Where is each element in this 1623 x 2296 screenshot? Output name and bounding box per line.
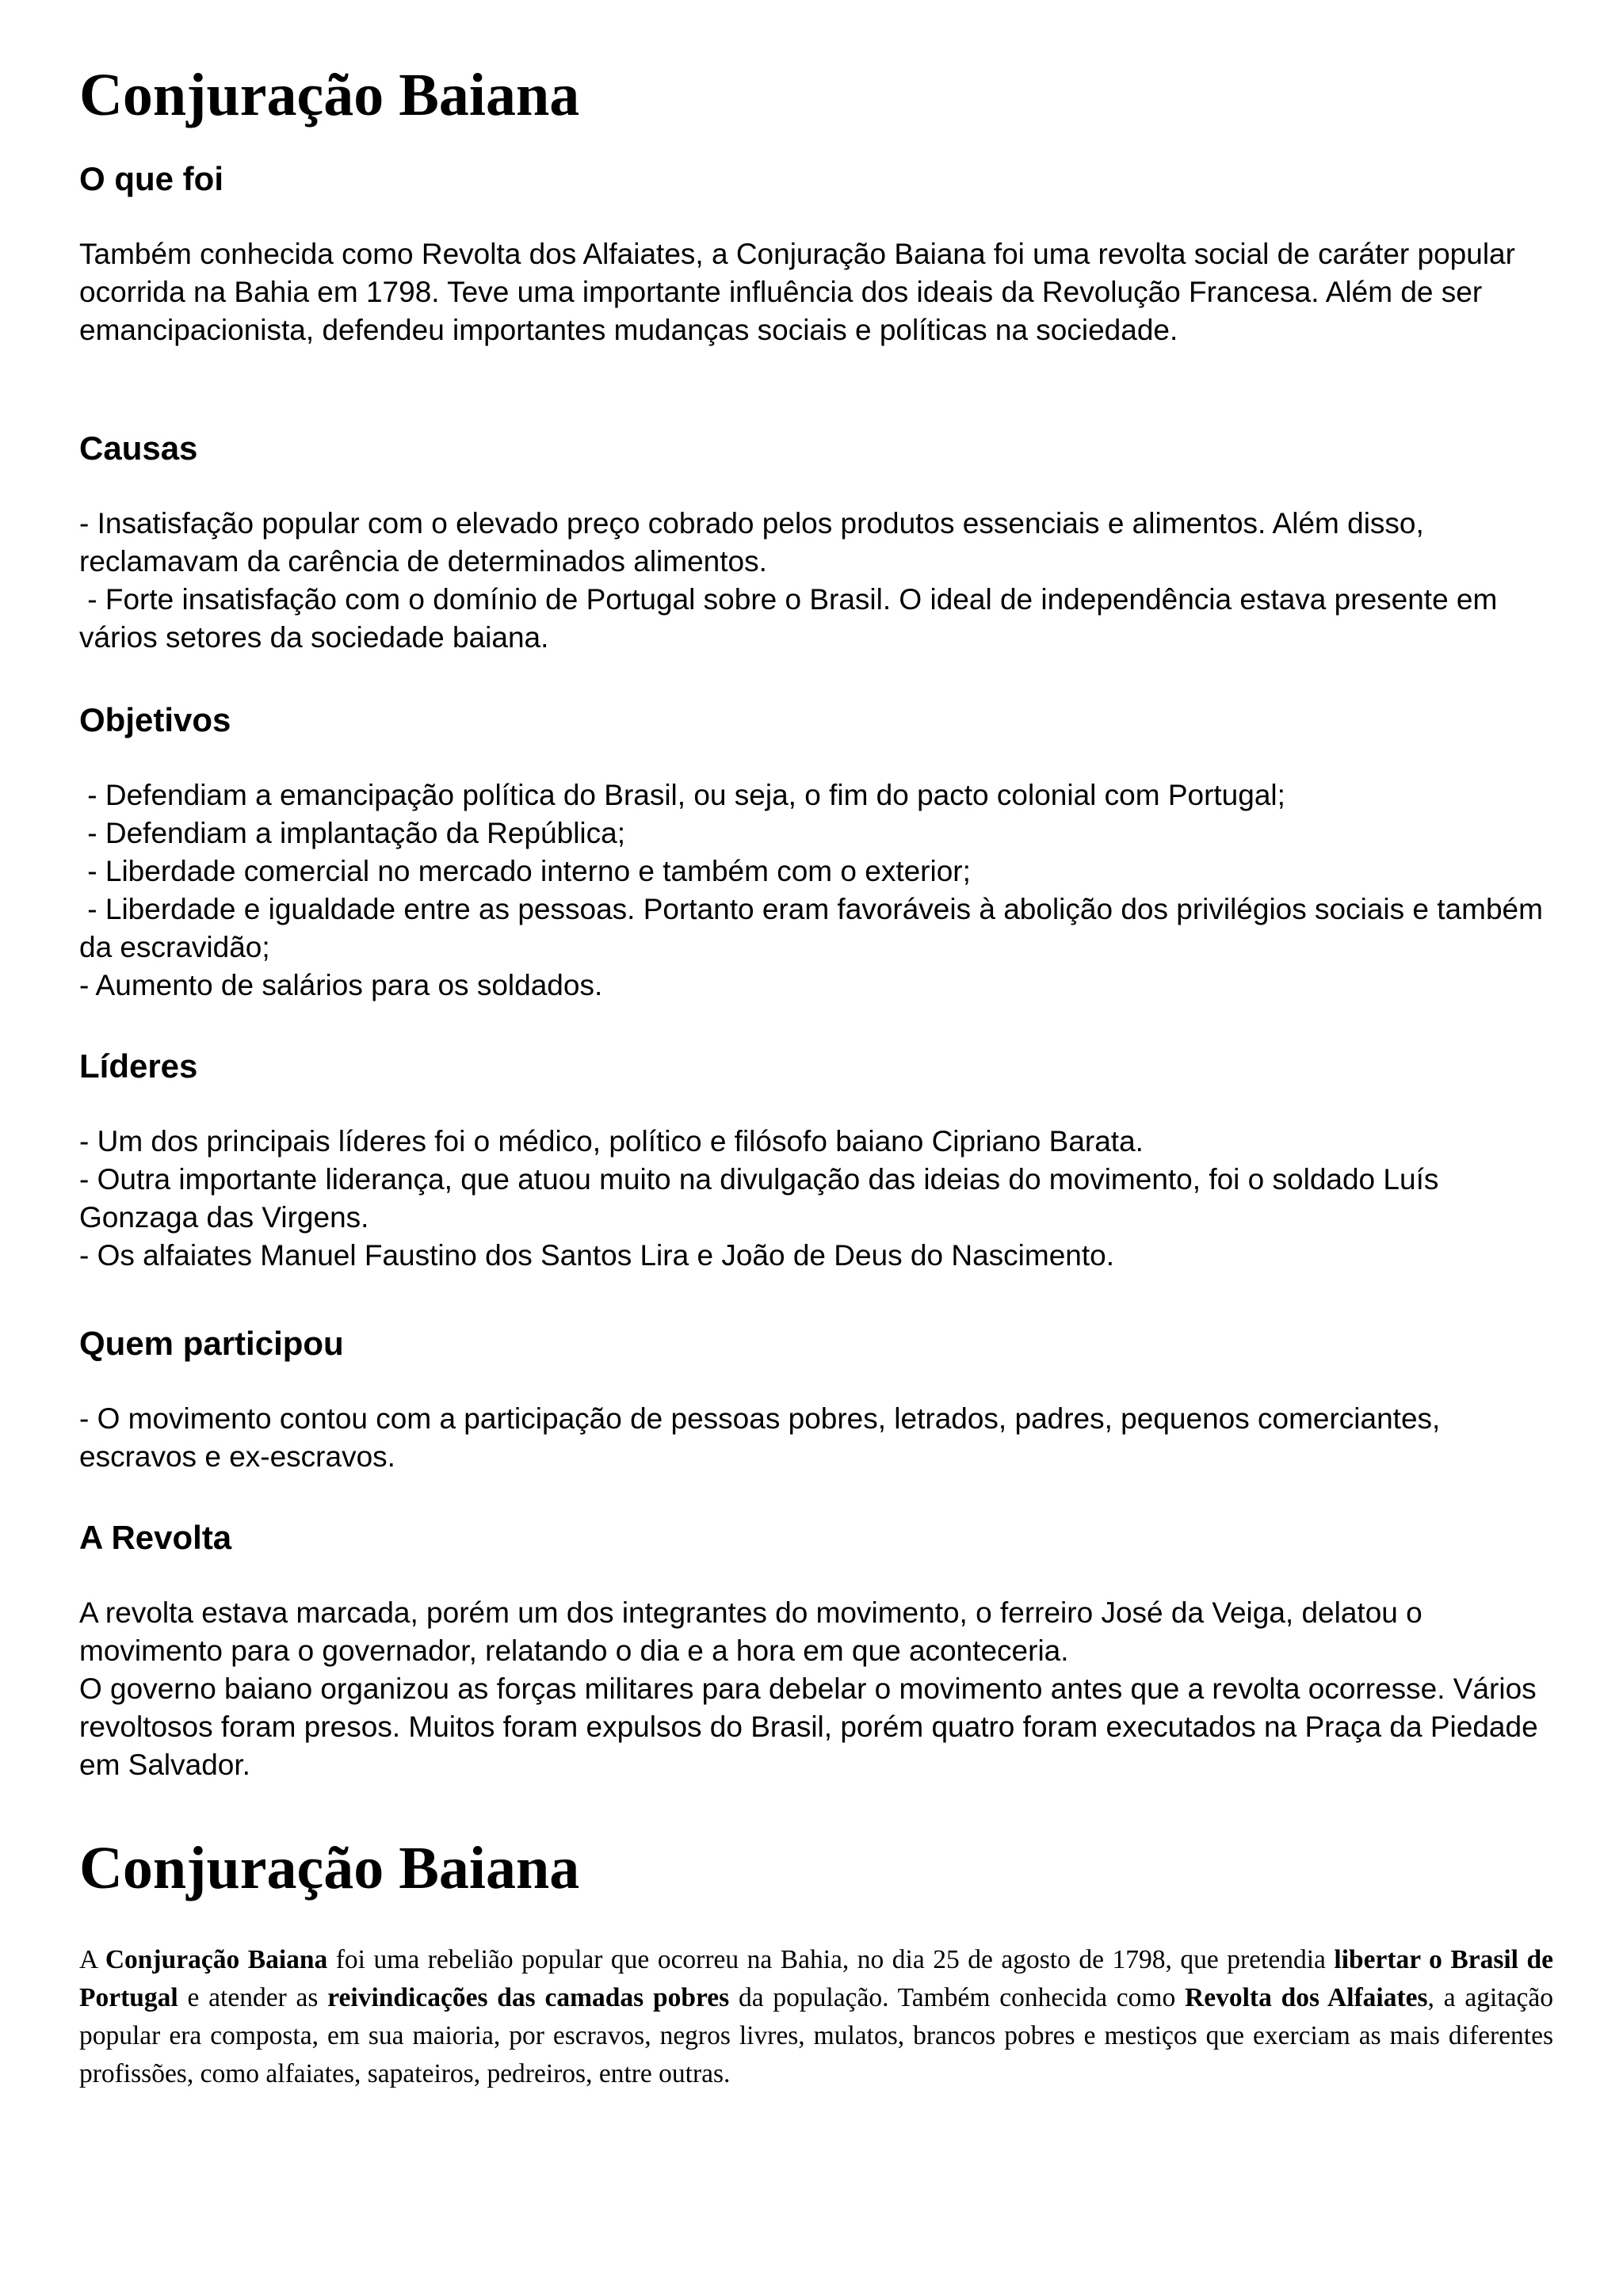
- section-heading: Quem participou: [79, 1325, 344, 1362]
- list-item: - Insatisfação popular com o elevado preço cobrado pelos produtos essenciais e alimentos. Além disso, reclamavam da carência de determinados alimentos.: [79, 507, 1424, 578]
- page-title: Conjuração Baiana: [79, 62, 580, 128]
- paragraph: - O movimento contou com a participação de pessoas pobres, letrados, padres, pequenos comerciantes, escravos e ex-escravos.: [79, 1402, 1441, 1473]
- bold-term: Conjuração Baiana: [105, 1945, 328, 1974]
- list-item: - Forte insatisfação com o domínio de Portugal sobre o Brasil. O ideal de independência estava presente em vários setores da sociedade baiana.: [79, 583, 1506, 654]
- paragraph: O governo baiano organizou as forças militares para debelar o movimento antes que a revolta ocorresse. Vários revoltosos foram presos. Muitos foram expulsos do Brasil, porém quatro foram executados na Praça da Piedade em Salvador.: [79, 1672, 1538, 1781]
- paragraph: Também conhecida como Revolta dos Alfaiates, a Conjuração Baiana foi uma revolta social de caráter popular ocorrida na Bahia em 1798. Teve uma importante influência dos ideais da Revolução Francesa. Além de ser emancipacionista, defendeu importantes mudanças sociais e políticas na sociedade.: [79, 238, 1515, 346]
- list-item: - Defendiam a implantação da República;: [79, 817, 625, 849]
- section-body: [79, 1400, 1553, 1476]
- bold-term: Revolta dos Alfaiates: [1185, 1983, 1428, 2012]
- section-body: [79, 1594, 1553, 1784]
- text-run: A: [79, 1945, 105, 1974]
- section-objetivos: [79, 701, 1553, 1005]
- section-body: [79, 1123, 1553, 1275]
- section-heading: Objetivos: [79, 701, 231, 738]
- list-item: - Liberdade comercial no mercado interno e também com o exterior;: [79, 855, 971, 887]
- intro-paragraph: [79, 1941, 1553, 2093]
- text-run: , a agitação popular era composta, em sua maioria, por escravos, negros livres, mulatos, brancos pobres e mestiços que exerciam as mais diferentes profissões, como alfaiates, sapateiros, pedreiros, entre outras.: [79, 1983, 1553, 2088]
- section-heading: Causas: [79, 429, 198, 467]
- list-item: - Um dos principais líderes foi o médico, político e filósofo baiano Cipriano Barata.: [79, 1125, 1144, 1158]
- text-run: e atender as: [178, 1983, 328, 2012]
- bold-term: libertar o Brasil de Portugal: [79, 1945, 1553, 2012]
- list-item: - Outra importante liderança, que atuou muito na divulgação das ideias do movimento, foi o soldado Luís Gonzaga das Virgens.: [79, 1163, 1439, 1234]
- section-body: [79, 235, 1553, 349]
- section-heading: O que foi: [79, 160, 223, 197]
- text-run: foi uma rebelião popular que ocorreu na Bahia, no dia 25 de agosto de 1798, que pretendia: [327, 1945, 1335, 1974]
- section-quem-participou: [79, 1327, 1553, 1476]
- list-item: - Os alfaiates Manuel Faustino dos Santos Lira e João de Deus do Nascimento.: [79, 1239, 1114, 1272]
- text-run: da população. Também conhecida como: [729, 1983, 1186, 2012]
- paragraph: A revolta estava marcada, porém um dos integrantes do movimento, o ferreiro José da Veiga, delatou o movimento para o governador, relatando o dia e a hora em que aconteceria.: [79, 1596, 1423, 1667]
- second-title: Conjuração Baiana: [79, 1835, 580, 1901]
- section-heading: A Revolta: [79, 1519, 232, 1556]
- section-o-que-foi: [79, 162, 1553, 349]
- section-body: [79, 776, 1553, 1005]
- section-lideres: [79, 1047, 1553, 1275]
- section-causas: [79, 429, 1553, 657]
- bold-term: reivindicações das camadas pobres: [327, 1983, 730, 2012]
- section-a-revolta: [79, 1521, 1553, 1784]
- section-heading: Líderes: [79, 1047, 198, 1085]
- list-item: - Aumento de salários para os soldados.: [79, 969, 603, 1001]
- section-body: [79, 505, 1553, 657]
- list-item: - Defendiam a emancipação política do Brasil, ou seja, o fim do pacto colonial com Portugal;: [79, 779, 1285, 811]
- list-item: - Liberdade e igualdade entre as pessoas. Portanto eram favoráveis à abolição dos privilégios sociais e também da escravidão;: [79, 893, 1552, 963]
